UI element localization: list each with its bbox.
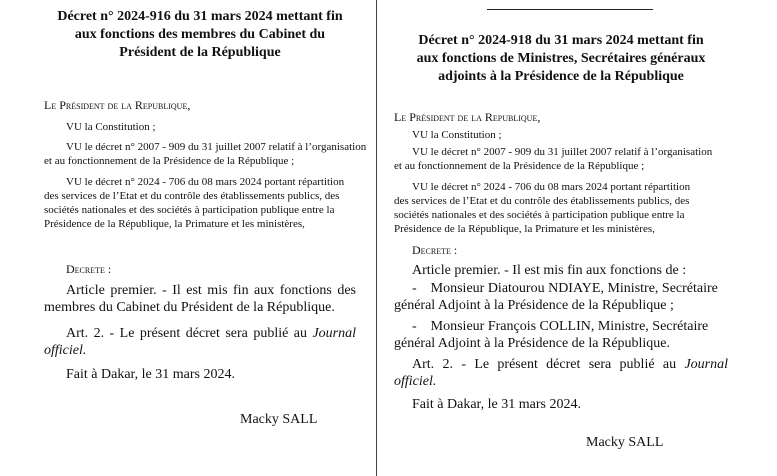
president-heading: Le Président de la Republique,: [44, 98, 191, 112]
vu-decret-2024-line3: sociétés nationales et des sociétés à participation publique entre la: [44, 204, 335, 216]
column-divider: [376, 0, 377, 476]
decree-916-title: Décret n° 2024-916 du 31 mars 2024 mettant fin aux fonctions des membres du Cabinet du Président de la République: [57, 9, 343, 60]
article-2-line1: Art. 2. - Le présent décret sera publié au Journal: [66, 326, 356, 341]
vu-decret-2024-line2: des services de l’Etat et du contrôle des établissements publics, des: [44, 190, 340, 202]
vu-decret-2024-line4: Présidence de la République, la Primature et les ministères,: [394, 223, 655, 235]
article-2-line1: Art. 2. - Le présent décret sera publié au Journal: [412, 357, 729, 372]
vu-decret-2007-line1: VU le décret n° 2007 - 909 du 31 juillet 2007 relatif à l’organisation: [66, 141, 367, 153]
vu-decret-2024-line1: VU le décret n° 2024 - 706 du 08 mars 2024 portant répartition: [412, 181, 691, 193]
vu-decret-2007-line2: et au fonctionnement de la Présidence de la République ;: [44, 155, 295, 167]
fait-a-dakar: Fait à Dakar, le 31 mars 2024.: [66, 367, 235, 382]
vu-decret-2024-line3: sociétés nationales et des sociétés à participation publique entre la: [394, 209, 685, 221]
vu-decret-2024-line2: des services de l’Etat et du contrôle des établissements publics, des: [394, 195, 690, 207]
article-2-line2: officiel.: [44, 343, 87, 358]
signature: Macky SALL: [586, 435, 664, 450]
vu-decret-2007-line2: et au fonctionnement de la Présidence de la République ;: [394, 160, 645, 172]
decrete-heading: Decrete :: [412, 243, 458, 257]
decrete-heading: Decrete :: [66, 262, 112, 276]
item-collin-line1: - Monsieur François COLLIN, Ministre, Secrétaire: [412, 319, 709, 334]
article-1-line1: Article premier. - Il est mis fin aux fonctions des: [66, 283, 356, 298]
vu-decret-2024-line4: Présidence de la République, la Primature et les ministères,: [44, 218, 305, 230]
article-1-line2: membres du Cabinet du Président de la République.: [44, 300, 335, 315]
vu-constitution: VU la Constitution ;: [66, 121, 156, 133]
item-collin-line2: général Adjoint à la Présidence de la République.: [394, 336, 671, 351]
item-ndiaye-line2: général Adjoint à la Présidence de la République ;: [394, 298, 674, 313]
vu-constitution: VU la Constitution ;: [412, 129, 502, 141]
president-heading: Le Président de la Republique,: [394, 110, 541, 124]
top-rule: [487, 9, 653, 10]
vu-decret-2024-line1: VU le décret n° 2024 - 706 du 08 mars 2024 portant répartition: [66, 176, 345, 188]
vu-decret-2007-line1: VU le décret n° 2007 - 909 du 31 juillet 2007 relatif à l’organisation: [412, 146, 713, 158]
item-ndiaye-line1: - Monsieur Diatourou NDIAYE, Ministre, Secrétaire: [412, 281, 718, 296]
article-1: Article premier. - Il est mis fin aux fonctions de :: [412, 263, 687, 278]
article-2-line2: officiel.: [394, 374, 437, 389]
fait-a-dakar: Fait à Dakar, le 31 mars 2024.: [412, 397, 581, 412]
signature: Macky SALL: [240, 412, 318, 427]
decree-918-title: Décret n° 2024-918 du 31 mars 2024 mettant fin aux fonctions de Ministres, Secrétaires généraux adjoints à la Présidence de la République: [416, 33, 706, 84]
